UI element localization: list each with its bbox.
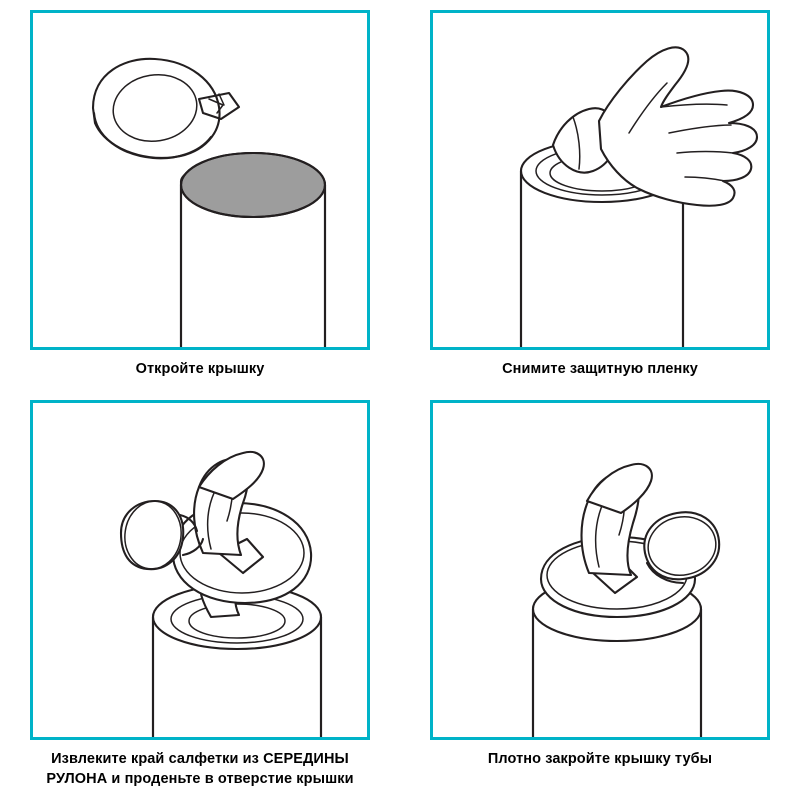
step-4 xyxy=(400,390,800,800)
open-lid-illustration xyxy=(33,13,370,350)
peel-foil-illustration xyxy=(433,13,770,350)
step-2-frame xyxy=(430,10,770,350)
step-4-frame xyxy=(430,400,770,740)
step-3-frame xyxy=(30,400,370,740)
step-1-caption-line-1: Откройте крышку xyxy=(135,361,265,377)
close-lid-illustration xyxy=(433,403,770,740)
step-3-caption-line-2: РУЛОНА и проденьте в отверстие крышки xyxy=(46,770,354,787)
step-2-caption xyxy=(415,360,785,380)
step-1 xyxy=(0,0,400,390)
step-2-caption-line-1: Снимите защитную пленку xyxy=(502,361,698,377)
step-1-caption xyxy=(15,360,385,380)
step-1-frame xyxy=(30,10,370,350)
step-4-caption xyxy=(415,750,785,770)
pull-wipe-illustration xyxy=(33,403,370,740)
step-2 xyxy=(400,0,800,390)
step-4-caption-line-1: Плотно закройте крышку тубы xyxy=(487,751,713,767)
step-3-caption-line-1: Извлеките край салфетки из СЕРЕДИНЫ xyxy=(51,751,349,767)
step-3 xyxy=(0,390,400,800)
step-3-caption xyxy=(15,750,385,789)
